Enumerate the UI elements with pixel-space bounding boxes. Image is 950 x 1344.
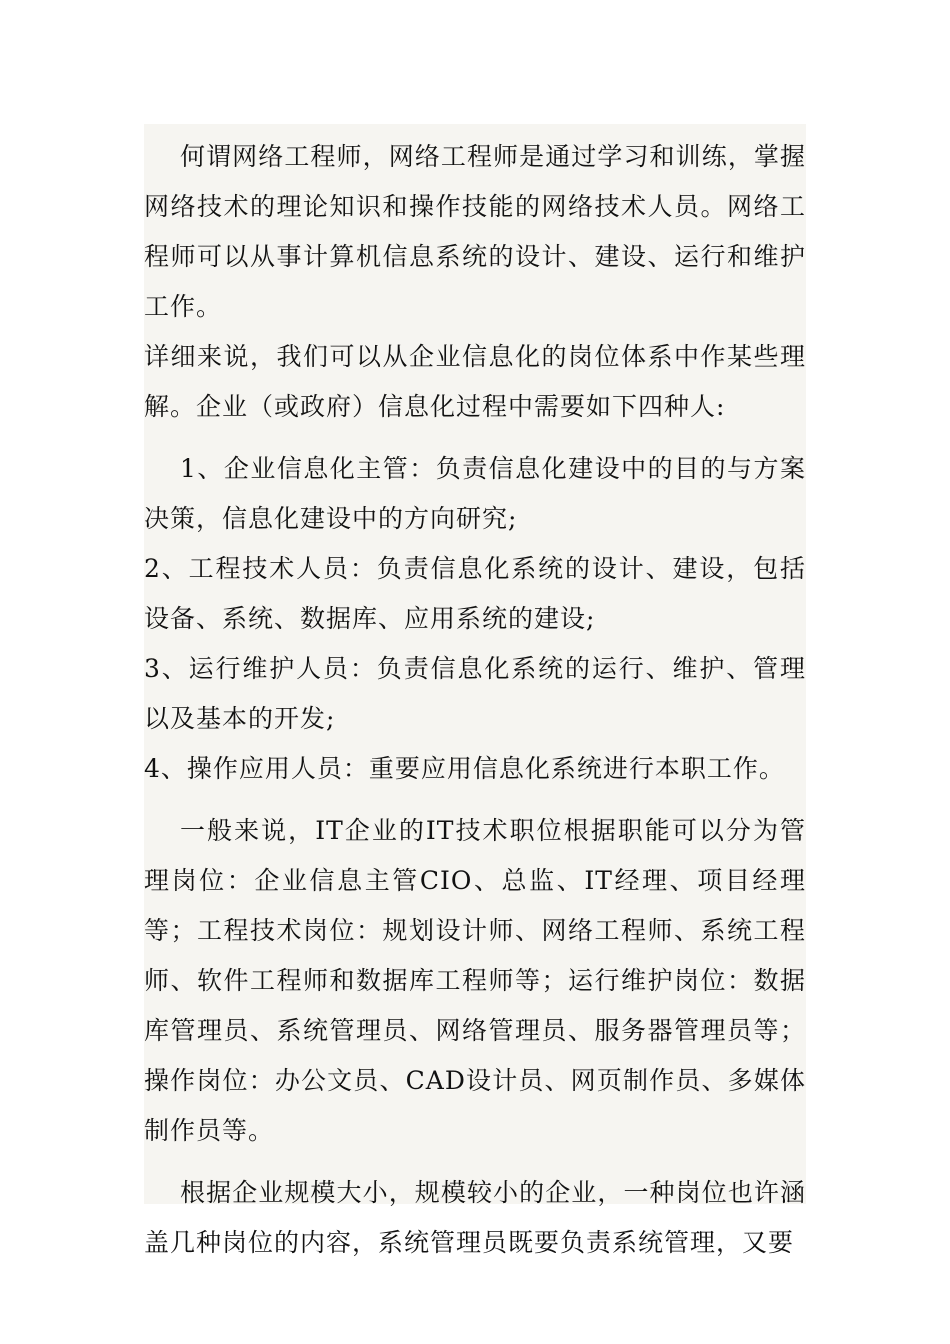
- list-item-2: 2、工程技术人员：负责信息化系统的设计、建设，包括设备、系统、数据库、应用系统的建设;: [144, 554, 806, 633]
- paragraph-company-size: 根据企业规模大小，规模较小的企业，一种岗位也许涵盖几种岗位的内容，系统管理员既要负责系统管理，又要: [144, 1178, 806, 1257]
- paragraph-it-positions: 一般来说，IT企业的IT技术职位根据职能可以分为管理岗位：企业信息主管CIO、总监、IT经理、项目经理等；工程技术岗位：规划设计师、网络工程师、系统工程师、软件工程师和数据库工程师等；运行维护岗位：数据库管理员、系统管理员、网络管理员、服务器管理员等；操作岗位：办公文员、CAD设计员、网页制作员、多媒体制作员等。: [144, 816, 806, 1145]
- list-item-4: 4、操作应用人员：重要应用信息化系统进行本职工作。: [144, 754, 785, 783]
- paragraph-definition: 何谓网络工程师，网络工程师是通过学习和训练，掌握网络技术的理论知识和操作技能的网络技术人员。网络工程师可以从事计算机信息系统的设计、建设、运行和维护工作。: [144, 142, 806, 321]
- paragraph-detail-intro: 详细来说，我们可以从企业信息化的岗位体系中作某些理解。企业（或政府）信息化过程中需要如下四种人:: [144, 342, 806, 421]
- list-item-3: 3、运行维护人员：负责信息化系统的运行、维护、管理以及基本的开发;: [144, 654, 806, 733]
- list-item-1: 1、企业信息化主管：负责信息化建设中的目的与方案决策，信息化建设中的方向研究;: [144, 454, 806, 533]
- document-text-block: [144, 124, 806, 1257]
